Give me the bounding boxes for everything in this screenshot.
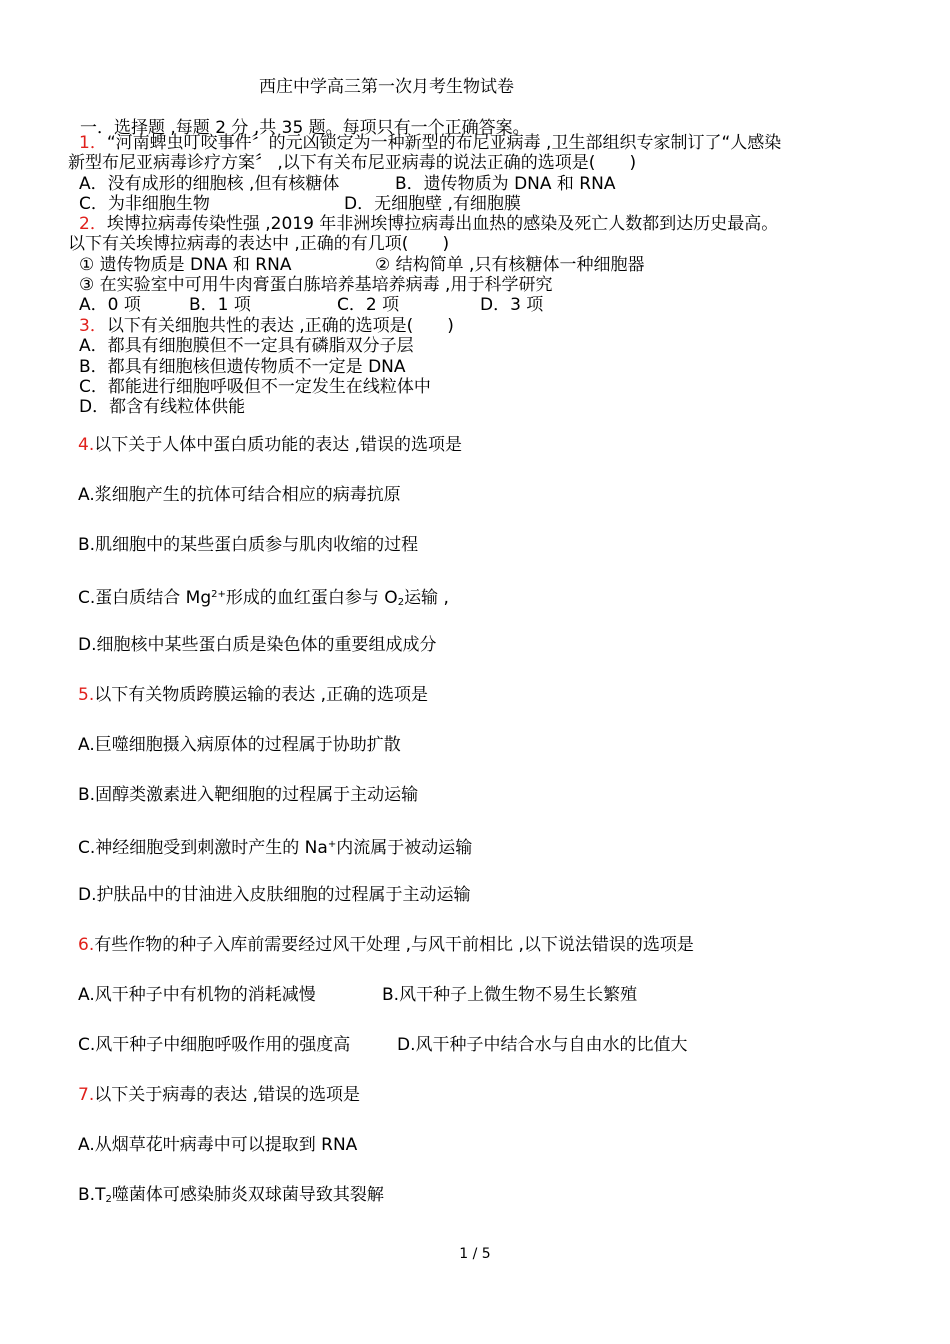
q2-statements-12	[68, 255, 898, 275]
q4-option-a: A.浆细胞产生的抗体可结合相应的病毒抗原	[78, 485, 401, 505]
q6-option-c: C.风干种子中细胞呼吸作用的强度高	[78, 1035, 351, 1055]
q2-option-b: B．1 项	[189, 295, 251, 316]
q4-option-c: C.蛋白质结合 $Mg^{2+}$形成的血红蛋白参与 $O_2$运输 ,	[78, 588, 449, 608]
q3-number: 3．	[79, 316, 107, 336]
q4-number: 4.	[78, 435, 95, 455]
q2-stem-line1: 2．埃博拉病毒传染性强 ,2019 年非洲埃博拉病毒出血热的感染及死亡人数都到达历史最高。	[79, 214, 779, 234]
q7-option-b: $B.T_2$噬菌体可感染肺炎双球菌导致其裂解	[78, 1185, 384, 1205]
q7-number: 7.	[78, 1085, 95, 1105]
q6-stem: 6.有些作物的种子入库前需要经过风干处理 ,与风干前相比 ,以下说法错误的选项是	[78, 935, 694, 955]
q5-option-d: D.护肤品中的甘油进入皮肤细胞的过程属于主动运输	[78, 885, 471, 905]
q6-option-d: D.风干种子中结合水与自由水的比值大	[397, 1035, 688, 1055]
q2-statement-2: ② 结构简单 ,只有核糖体一种细胞器	[375, 254, 645, 275]
q1-option-c: C．为非细胞生物	[79, 193, 210, 214]
page-number: 1 / 5	[459, 1246, 491, 1262]
page-title: 西庄中学高三第一次月考生物试卷	[259, 77, 514, 97]
q1-number: 1．	[79, 133, 107, 153]
question-2	[68, 214, 898, 315]
q4-option-d: D.细胞核中某些蛋白质是染色体的重要组成成分	[78, 635, 437, 655]
q2-option-d: D．3 项	[480, 295, 544, 316]
q7-stem: 7.以下关于病毒的表达 ,错误的选项是	[78, 1085, 361, 1105]
q7-option-a: A.从烟草花叶病毒中可以提取到 RNA	[78, 1135, 358, 1155]
q1-option-a: A．没有成形的细胞核 ,但有核糖体	[79, 173, 340, 194]
q5-option-c: C.神经细胞受到刺激时产生的 Na+内流属于被动运输	[78, 838, 473, 858]
q1-options-ab	[68, 174, 898, 194]
q3-option-d: D．都含有线粒体供能	[79, 397, 246, 418]
q1-stem-line1: 1．“河南蜱虫叮咬事件〞的元凶锁定为一种新型的布尼亚病毒 ,卫生部组织专家制订了“人感染	[79, 133, 782, 153]
q2-option-a: A．0 项	[79, 295, 141, 316]
q2-statement-3: ③ 在实验室中可用牛肉膏蛋白胨培养基培养病毒 ,用于科学研究	[79, 274, 553, 295]
q2-option-c: C．2 项	[337, 295, 400, 316]
q3-option-b: B．都具有细胞核但遗传物质不一定是 DNA	[79, 356, 406, 377]
q3-stem: 3．以下有关细胞共性的表达 ,正确的选项是( )	[79, 316, 454, 336]
question-1	[68, 133, 898, 214]
q1-option-d: D．无细胞壁 ,有细胞膜	[344, 193, 521, 214]
q5-number: 5.	[78, 685, 95, 705]
q1-options-cd	[68, 194, 898, 214]
q5-stem: 5.以下有关物质跨膜运输的表达 ,正确的选项是	[78, 685, 429, 705]
q6-options-cd	[78, 1034, 688, 1056]
q6-option-a: A.风干种子中有机物的消耗减慢	[78, 985, 316, 1005]
q6-option-b: B.风干种子上微生物不易生长繁殖	[382, 985, 638, 1005]
q3-option-c: C．都能进行细胞呼吸但不一定发生在线粒体中	[79, 376, 431, 397]
question-3	[68, 316, 898, 417]
q3-option-a: A．都具有细胞膜但不一定具有磷脂双分子层	[79, 336, 414, 357]
q6-number: 6.	[78, 935, 95, 955]
q5-option-b: B.固醇类激素进入靶细胞的过程属于主动运输	[78, 785, 419, 805]
q2-number: 2．	[79, 214, 107, 234]
q1-option-b: B．遗传物质为 DNA 和 RNA	[395, 173, 616, 194]
q2-statement-1: ① 遗传物质是 DNA 和 RNA	[79, 254, 292, 275]
q2-options	[68, 295, 898, 315]
section-heading: 一．选择题 ,每题 2 分 ,共 35 题。每项只有一个正确答案。	[80, 118, 530, 138]
q6-options-ab	[78, 984, 637, 1006]
q1-stem-line2: 新型布尼亚病毒诊疗方案〞 ,以下有关布尼亚病毒的说法正确的选项是( )	[68, 153, 637, 174]
q4-option-b: B.肌细胞中的某些蛋白质参与肌肉收缩的过程	[78, 535, 419, 555]
q2-stem-line2: 以下有关埃博拉病毒的表达中 ,正确的有几项( )	[68, 234, 450, 255]
q4-stem: 4.以下关于人体中蛋白质功能的表达 ,错误的选项是	[78, 435, 463, 455]
q5-option-a: A.巨噬细胞摄入病原体的过程属于协助扩散	[78, 735, 401, 755]
